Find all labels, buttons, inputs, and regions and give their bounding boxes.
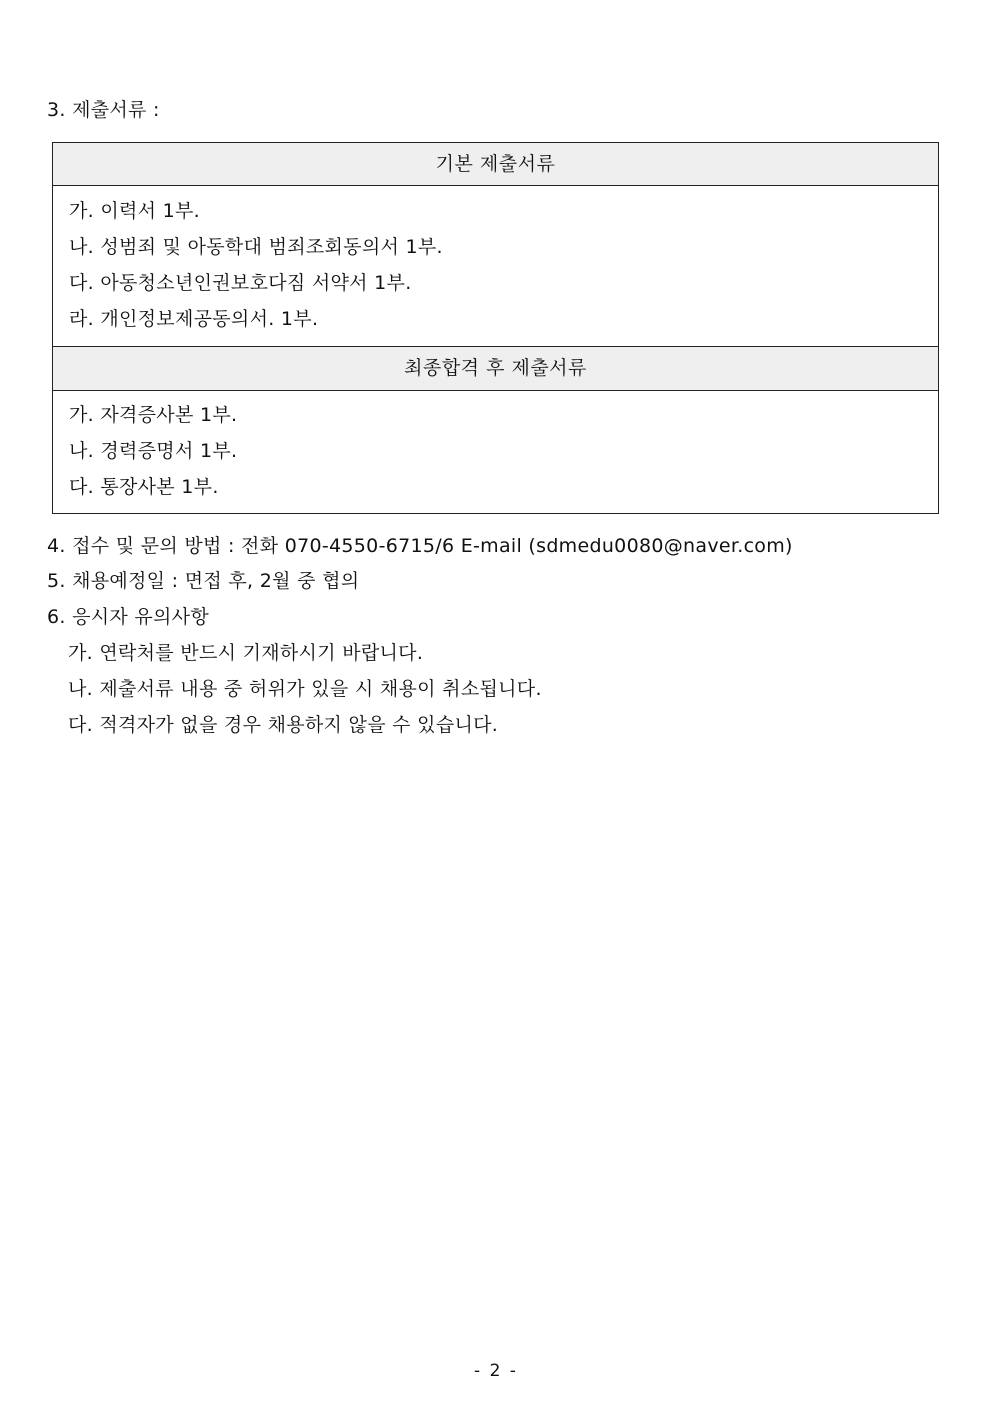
basic-documents-header: 기본 제출서류	[53, 143, 938, 186]
applicant-notice-item: 다. 적격자가 없을 경우 채용하지 않을 수 있습니다.	[68, 714, 499, 736]
section-4-contact: 4. 접수 및 문의 방법 : 전화 070-4550-6715/6 E-mail (sdmedu0080@naver.com)	[47, 535, 793, 557]
final-document-item: 가. 자격증사본 1부.	[69, 404, 238, 426]
basic-document-item: 나. 성범죄 및 아동학대 범죄조회동의서 1부.	[69, 236, 443, 258]
final-document-item: 다. 통장사본 1부.	[69, 476, 219, 498]
basic-document-item: 라. 개인정보제공동의서. 1부.	[69, 308, 319, 330]
basic-document-item: 가. 이력서 1부.	[69, 200, 201, 222]
section-3-heading: 3. 제출서류 :	[47, 99, 160, 121]
submission-documents-table	[52, 142, 939, 514]
applicant-notice-item: 나. 제출서류 내용 중 허위가 있을 시 채용이 취소됩니다.	[68, 678, 542, 700]
section-5-hiring-date: 5. 채용예정일 : 면접 후, 2월 중 협의	[47, 570, 360, 592]
page-number: - 2 -	[474, 1361, 518, 1381]
section-6-heading: 6. 응시자 유의사항	[47, 606, 209, 628]
applicant-notice-item: 가. 연락처를 반드시 기재하시기 바랍니다.	[68, 642, 424, 664]
final-documents-header: 최종합격 후 제출서류	[53, 346, 938, 391]
basic-document-item: 다. 아동청소년인권보호다짐 서약서 1부.	[69, 272, 412, 294]
final-document-item: 나. 경력증명서 1부.	[69, 440, 238, 462]
